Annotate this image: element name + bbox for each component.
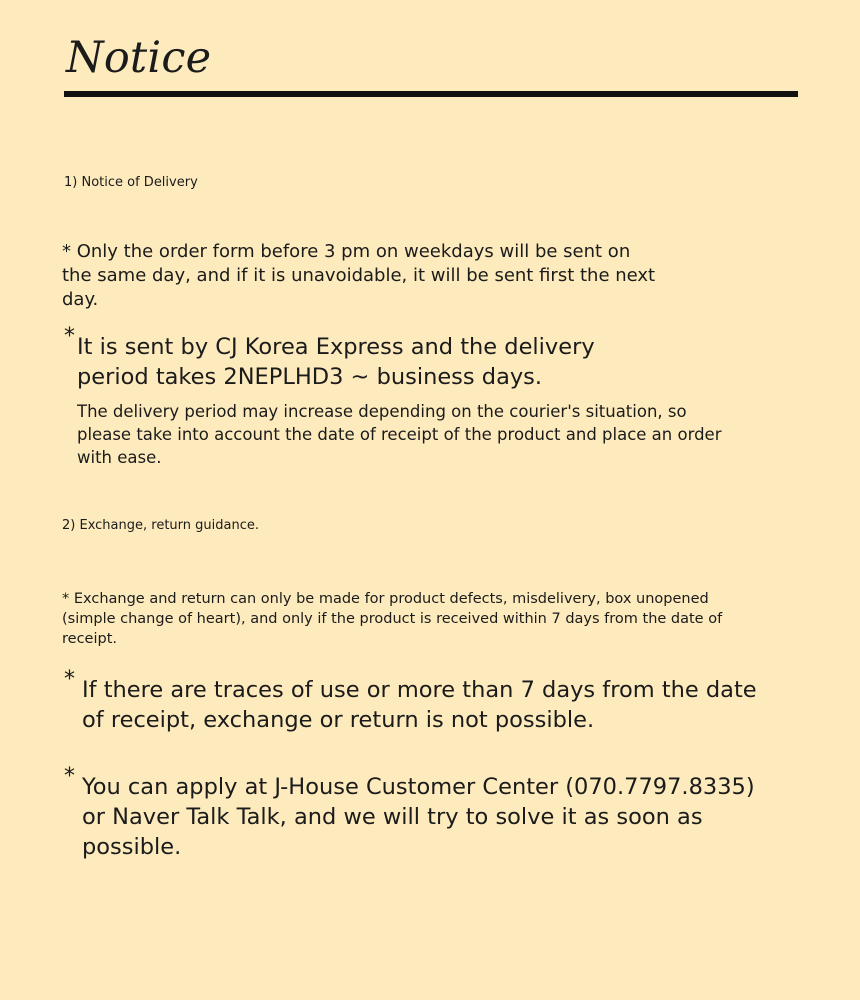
customer-center-block	[64, 764, 784, 862]
traces-bullet-star: *	[64, 667, 75, 692]
traces-of-use-text: If there are traces of use or more than 7 days from the date of receipt, exchange or return is not possible.	[82, 677, 757, 733]
notice-title: Notice	[66, 33, 212, 83]
exchange-conditions-note: * Exchange and return can only be made for product defects, misdelivery, box unopened (simple change of heart), and only if the product is received within 7 days from the date of receipt.	[62, 591, 723, 647]
customer-center-text: You can apply at J-House Customer Center (070.7797.8335) or Naver Talk Talk, and we will try to solve it as soon as possible.	[82, 774, 755, 860]
courier-bullet-star: *	[64, 324, 75, 349]
courier-info-block	[64, 324, 764, 469]
traces-of-use-block	[64, 667, 784, 735]
same-day-shipping-note: * Only the order form before 3 pm on weekdays will be sent on the same day, and if it is unavoidable, it will be sent first the next day.	[62, 241, 656, 310]
customer-center-bullet-star: *	[64, 764, 75, 789]
courier-delay-note: The delivery period may increase depending on the courier's situation, so please take into account the date of receipt of the product and place an order with ease.	[77, 402, 722, 467]
exchange-heading: 2) Exchange, return guidance.	[62, 518, 259, 533]
courier-info-text: It is sent by CJ Korea Express and the delivery period takes 2NEPLHD3 ~ business days.	[77, 334, 595, 390]
title-divider	[64, 91, 798, 97]
delivery-heading: 1) Notice of Delivery	[64, 175, 198, 190]
